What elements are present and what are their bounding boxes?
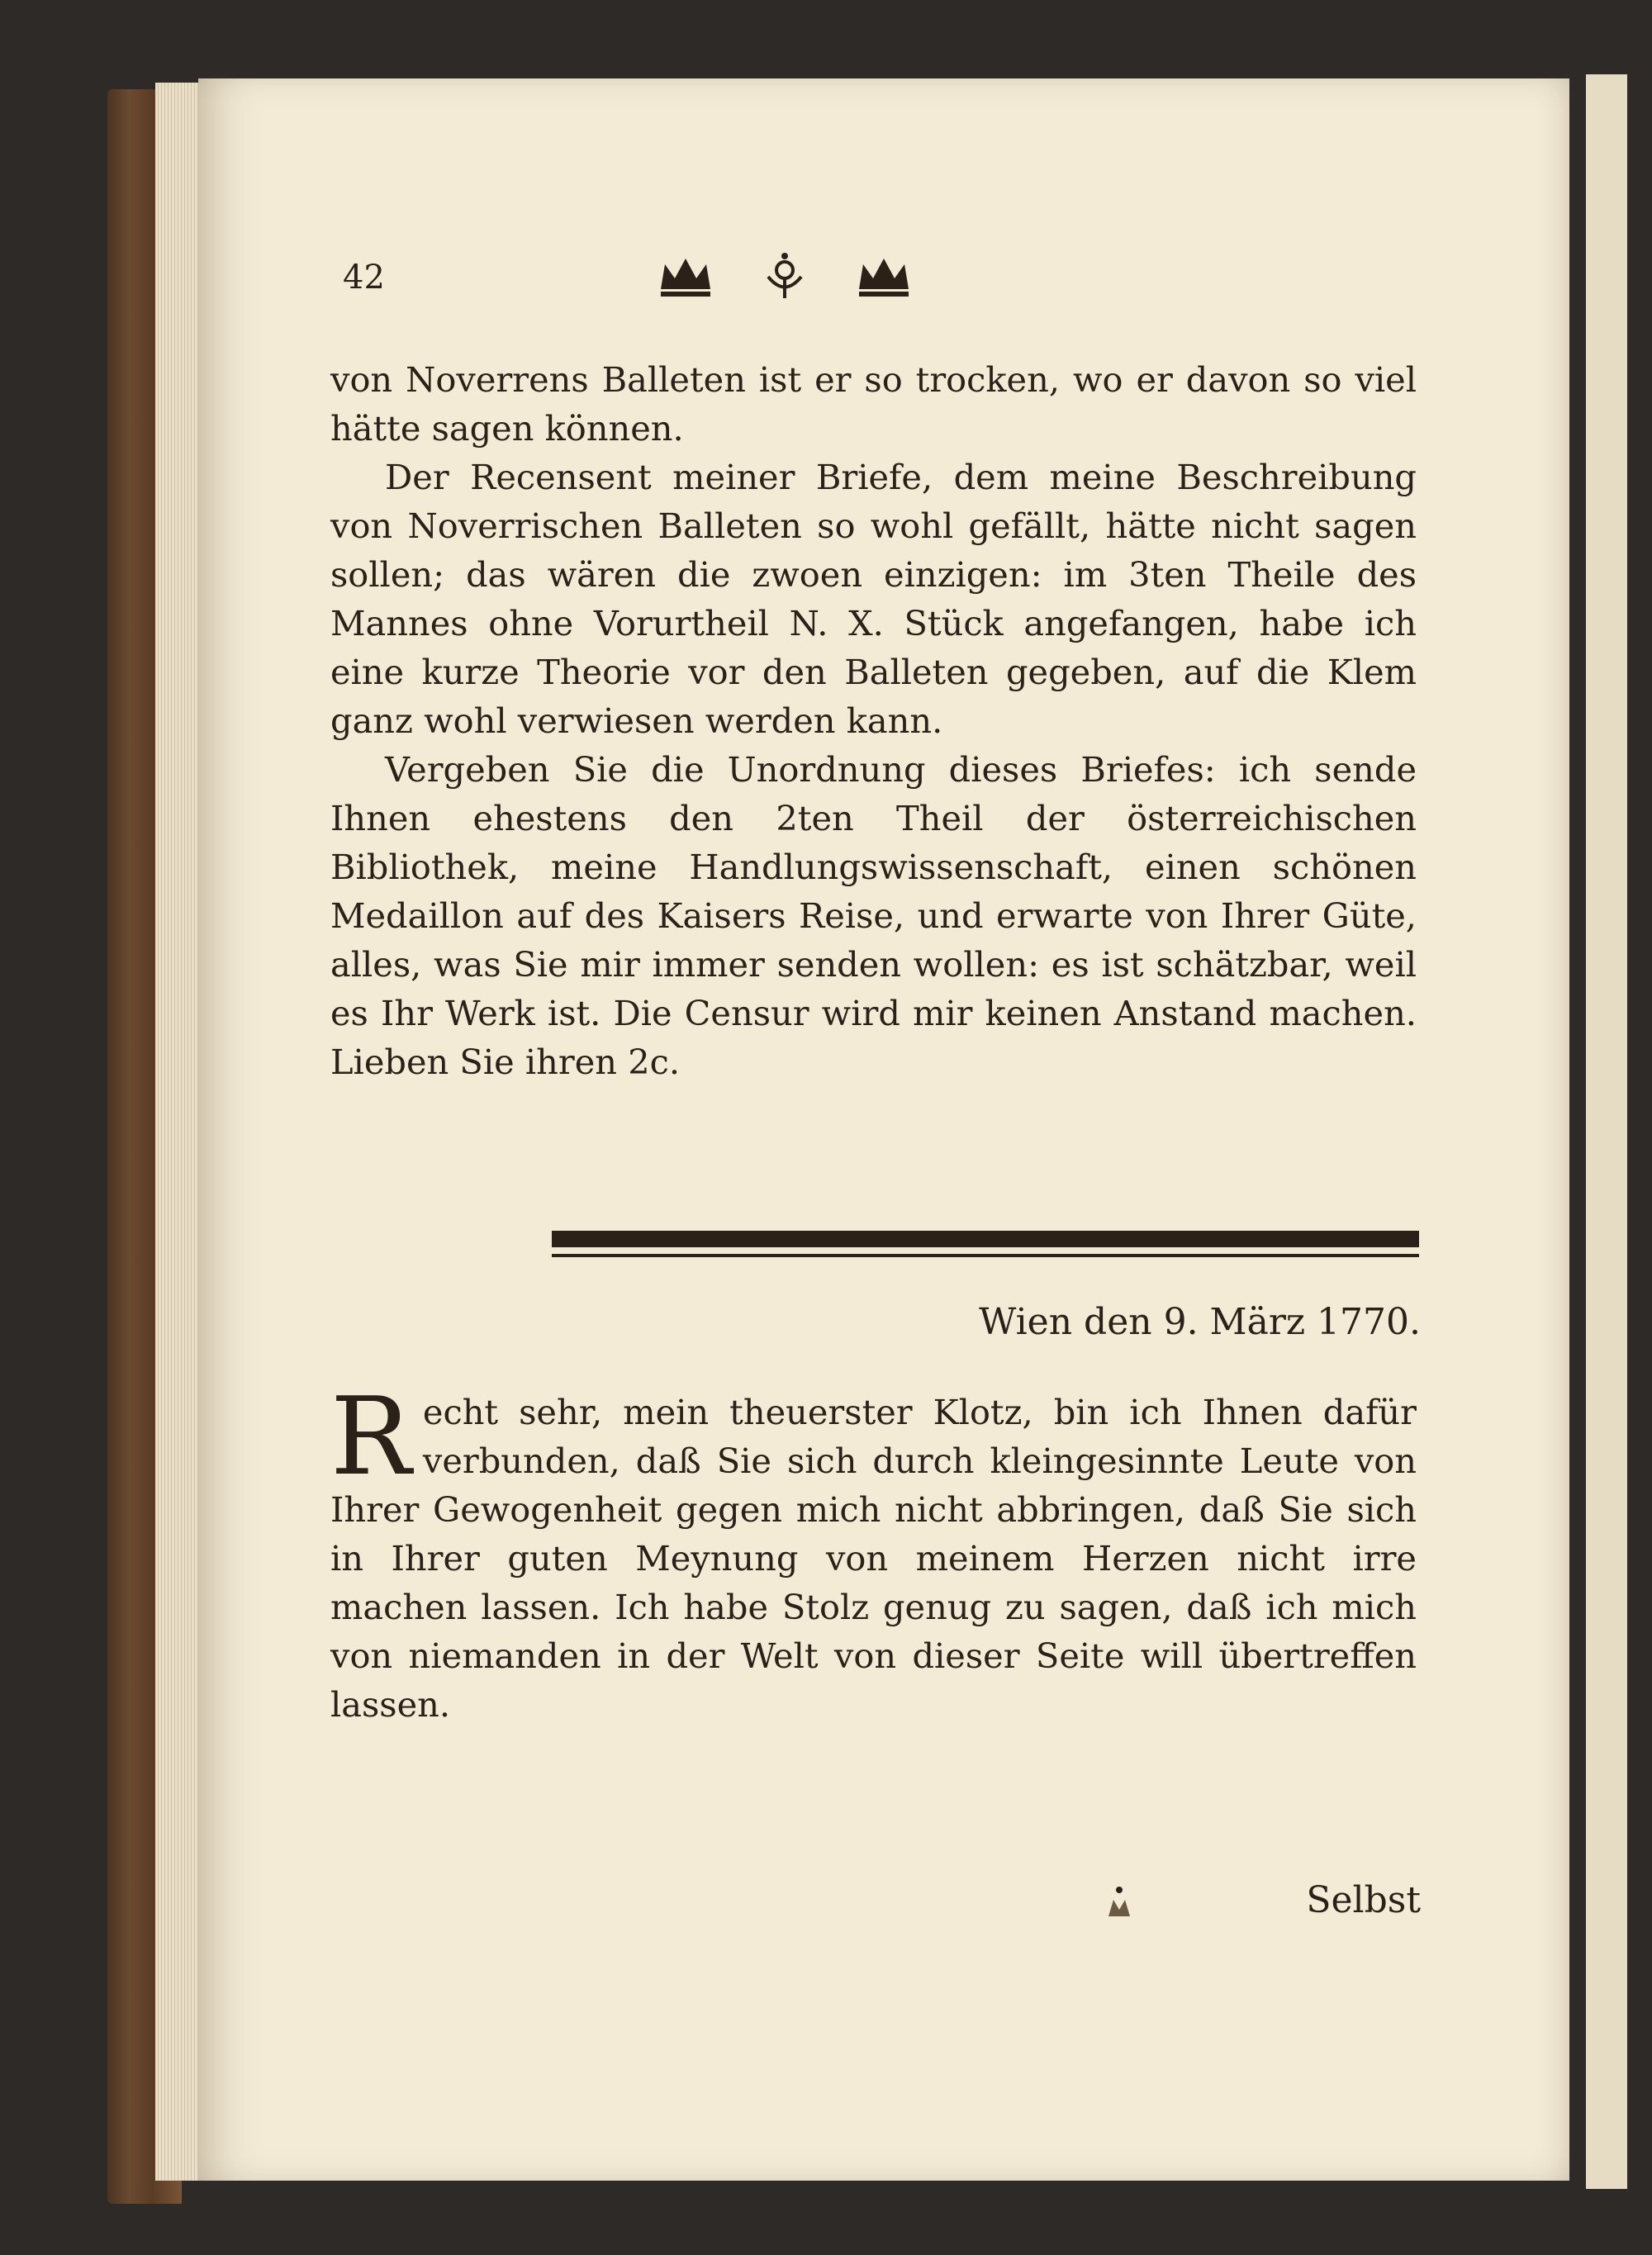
- paragraph-continuation: von Noverrens Balleten ist er so trocken, wo er davon so viel hätte sagen können.: [330, 359, 1417, 449]
- paragraph-vergeben: Vergeben Sie die Unordnung dieses Briefes: ich sende Ihnen ehestens den 2ten Theil der österreichischen Bibliothek, meine Handlungswissenschaft, einen schönen Medaillon auf des Kaisers Reise, und erwarte von Ihrer Güte, alles, was Sie mir immer senden wollen: es ist schätzbar, weil es Ihr Werk ist. Die Censur wird mir keinen Anstand machen. Lieben Sie ihren 2c.: [330, 749, 1417, 1082]
- drop-cap-initial: R: [330, 1374, 411, 1499]
- section-divider-rule: [552, 1231, 1419, 1257]
- running-header: [343, 252, 1417, 310]
- paragraph-recensent: Der Recensent meiner Briefe, dem meine Beschreibung von Noverrischen Balleten so wohl gefällt, hätte nicht sagen sollen; das wären die zwoen einzigen: im 3ten Theile des Mannes ohne Vorurtheil N. X. Stück angefangen, habe ich eine kurze Theorie vor den Balleten gegeben, auf die Klem ganz wohl verwiesen werden kann.: [330, 457, 1417, 741]
- letter-dateline: Wien den 9. März 1770.: [979, 1301, 1421, 1343]
- printer-mark-icon: [1099, 1883, 1140, 1925]
- catchword: Selbst: [1306, 1879, 1421, 1921]
- crown-ornament-right: [855, 252, 913, 301]
- letter-one-text: [330, 355, 1417, 1086]
- letter-two-body: echt sehr, mein theuerster Klotz, bin ich Ihnen dafür verbunden, daß Sie sich durch kleingesinnte Leute von Ihrer Gewogenheit gegen mich nicht abbringen, daß Sie sich in Ihrer guten Meynung von meinem Herzen nicht irre machen lassen. Ich habe Stolz genug zu sagen, daß ich mich von niemanden in der Welt von dieser Seite will übertreffen lassen.: [330, 1392, 1417, 1725]
- page-number: 42: [343, 259, 385, 297]
- facing-page-edge: [1586, 74, 1627, 2189]
- crown-ornament-left: [657, 252, 714, 301]
- letter-two-text: [330, 1374, 1417, 1729]
- flower-ornament: [756, 252, 814, 301]
